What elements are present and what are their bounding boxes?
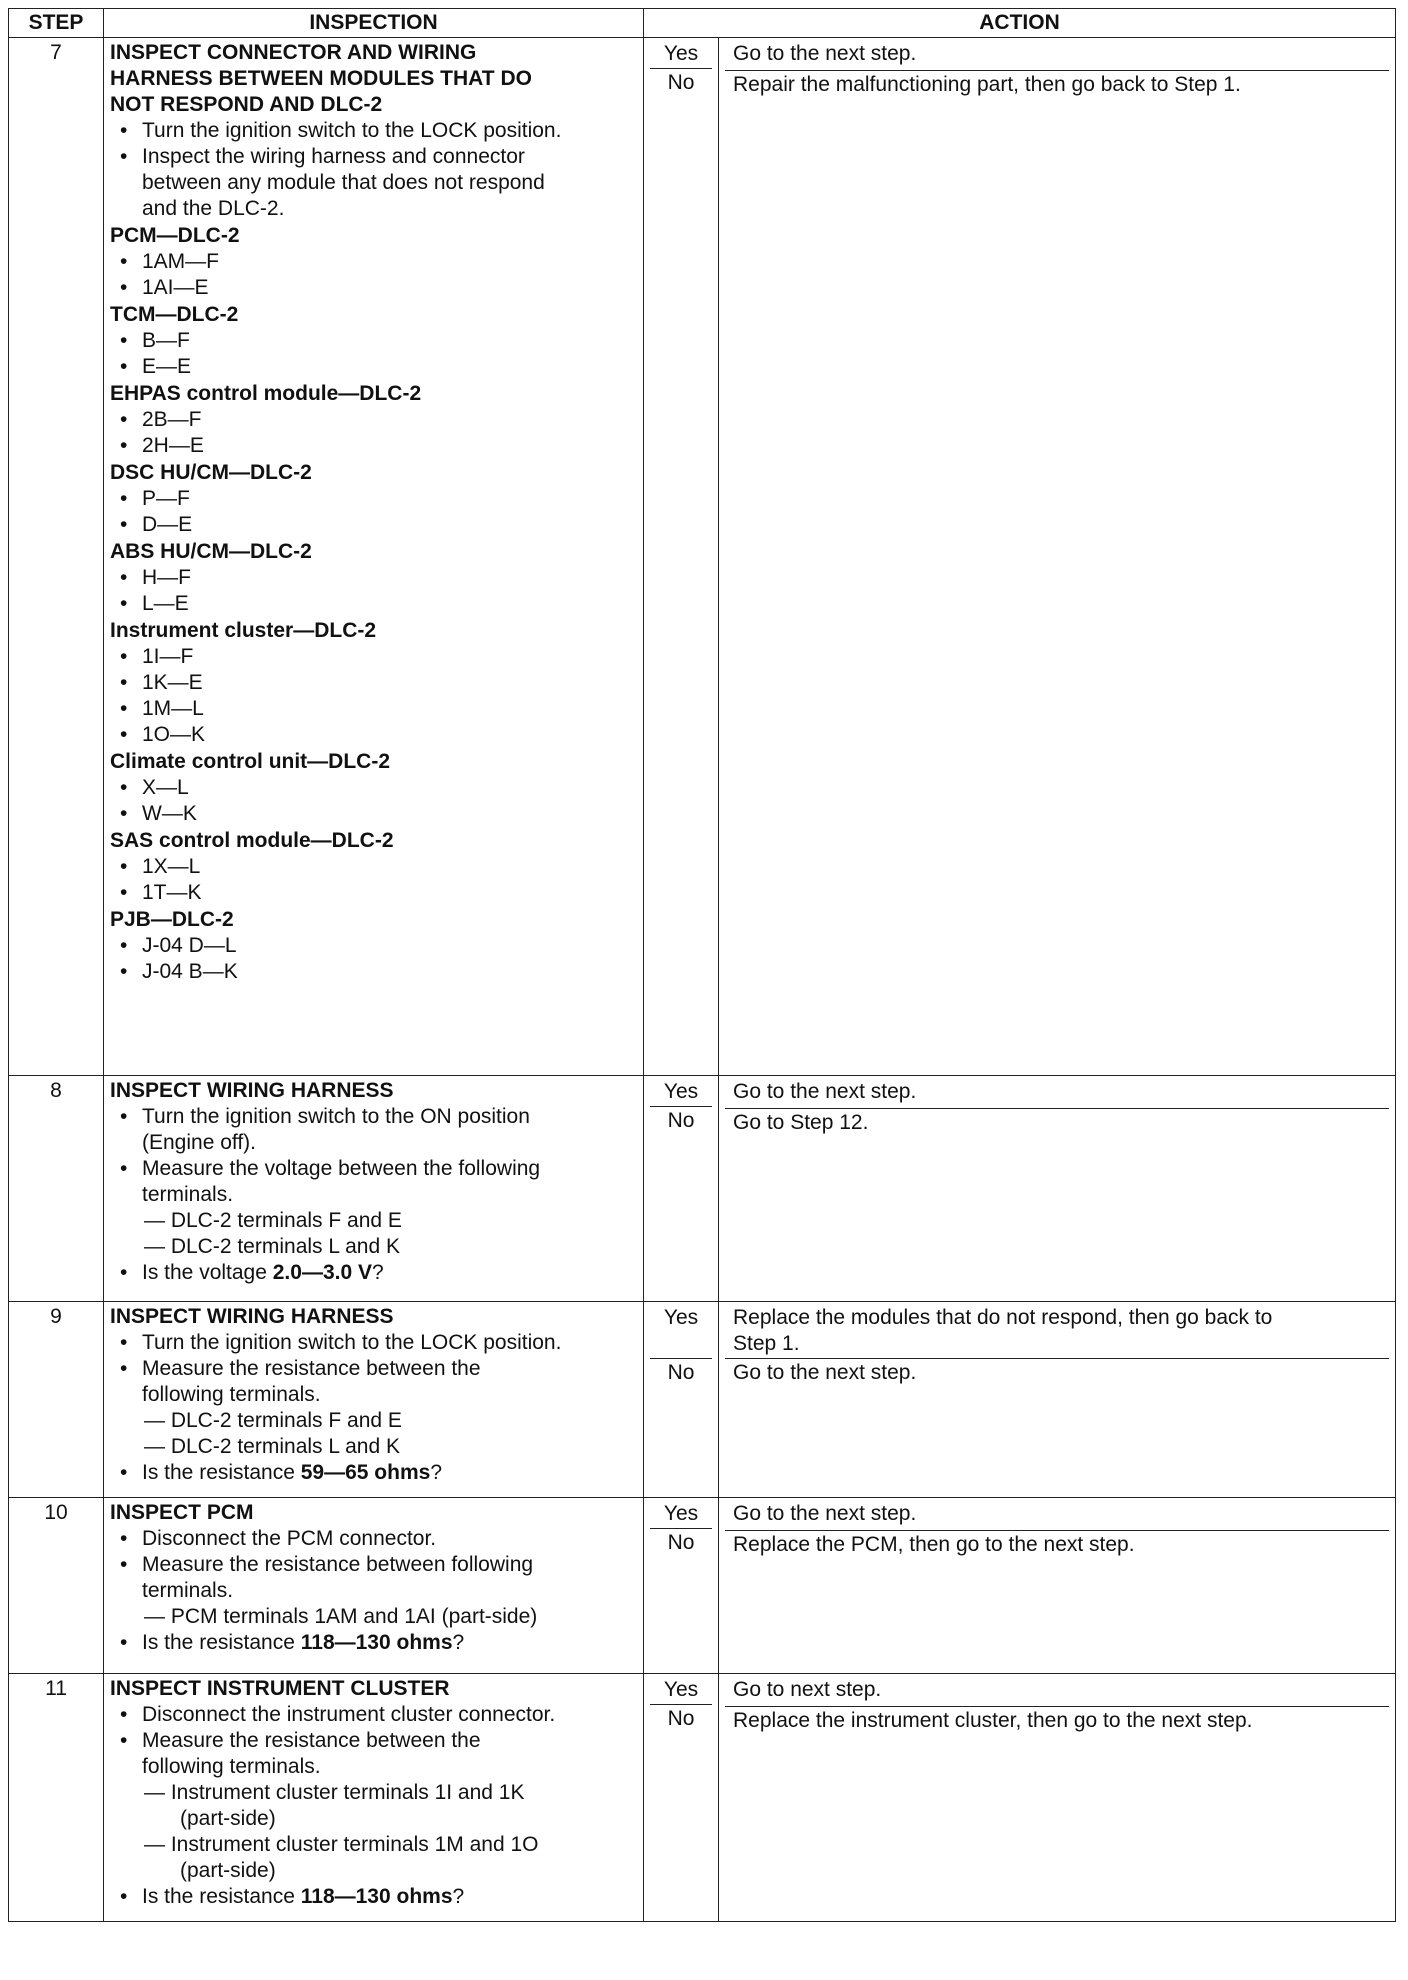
- terminal-line: — PCM terminals 1AM and 1AI (part-side): [144, 1605, 538, 1628]
- terminal-group-title: ABS HU/CM—DLC-2: [110, 540, 312, 563]
- yes-label: Yes: [650, 1304, 712, 1359]
- bullet-item: • Measure the resistance between the following terminals.: [110, 1728, 637, 1780]
- terminal-pair: • P—F: [110, 486, 637, 512]
- result-cell: [644, 1302, 719, 1498]
- inspection-cell: [104, 1674, 644, 1922]
- yes-action: Go to next step.: [725, 1676, 1389, 1707]
- bullet-item: • Turn the ignition switch to the LOCK position.: [110, 1330, 637, 1356]
- table-row-step-10: [9, 1498, 1396, 1674]
- action-cell: [719, 1302, 1396, 1498]
- terminal-pair: • D—E: [110, 512, 637, 538]
- no-action: Replace the instrument cluster, then go to the next step.: [733, 1709, 1253, 1732]
- terminal-pair: • E—E: [110, 354, 637, 380]
- terminal-line: — Instrument cluster terminals 1M and 1O: [144, 1833, 539, 1856]
- terminal-group-title: Climate control unit—DLC-2: [110, 750, 391, 773]
- terminal-line-cont: (part-side): [180, 1859, 276, 1882]
- bullet-item: • Turn the ignition switch to the LOCK position.: [110, 118, 637, 144]
- step-number: 11: [9, 1674, 104, 1922]
- bullet-item: • Disconnect the instrument cluster connector.: [110, 1702, 637, 1728]
- no-label: No: [667, 1361, 695, 1384]
- result-cell: [644, 1498, 719, 1674]
- bullet-item: • Turn the ignition switch to the ON position (Engine off).: [110, 1104, 637, 1156]
- document-page: [8, 8, 1396, 1922]
- action-cell: [719, 38, 1396, 1076]
- table-row-step-7: [9, 38, 1396, 1076]
- terminal-pair: • 1I—F: [110, 644, 637, 670]
- terminal-pair: • J-04 B—K: [110, 959, 637, 985]
- terminal-line: — DLC-2 terminals L and K: [144, 1235, 400, 1258]
- terminal-pair: • 1O—K: [110, 722, 637, 748]
- inspection-title: INSPECT CONNECTOR AND WIRING HARNESS BETWEEN MODULES THAT DO NOT RESPOND AND DLC-2: [110, 41, 532, 116]
- header-inspection: INSPECTION: [104, 9, 644, 38]
- terminal-line: — DLC-2 terminals F and E: [144, 1209, 402, 1232]
- no-label: No: [667, 1707, 695, 1730]
- header-action: ACTION: [644, 9, 1396, 38]
- inspection-title: INSPECT INSTRUMENT CLUSTER: [110, 1677, 450, 1700]
- result-cell: [644, 1076, 719, 1302]
- no-label: No: [667, 71, 695, 94]
- terminal-group-title: PCM—DLC-2: [110, 224, 240, 247]
- terminal-line: — Instrument cluster terminals 1I and 1K: [144, 1781, 525, 1804]
- bullet-item: • Measure the resistance between following terminals.: [110, 1552, 637, 1604]
- no-label: No: [667, 1109, 695, 1132]
- inspection-title: INSPECT WIRING HARNESS: [110, 1079, 394, 1102]
- inspection-title: INSPECT PCM: [110, 1501, 254, 1524]
- no-action: Go to the next step.: [733, 1361, 917, 1384]
- terminal-pair: • L—E: [110, 591, 637, 617]
- terminal-group-title: EHPAS control module—DLC-2: [110, 382, 422, 405]
- terminal-group-title: Instrument cluster—DLC-2: [110, 619, 377, 642]
- question-item: • Is the resistance 118—130 ohms?: [110, 1630, 637, 1656]
- yes-label: Yes: [650, 1500, 712, 1529]
- yes-label: Yes: [650, 1078, 712, 1107]
- terminal-group-title: PJB—DLC-2: [110, 908, 234, 931]
- question-item: • Is the voltage 2.0—3.0 V?: [110, 1260, 637, 1286]
- table-row-step-11: [9, 1674, 1396, 1922]
- terminal-pair: • 1K—E: [110, 670, 637, 696]
- header-step: STEP: [9, 9, 104, 38]
- terminal-pair: • 1X—L: [110, 854, 637, 880]
- yes-action: Go to the next step.: [725, 1500, 1389, 1531]
- terminal-group-title: DSC HU/CM—DLC-2: [110, 461, 312, 484]
- terminal-pair: • 1AM—F: [110, 249, 637, 275]
- terminal-pair: • X—L: [110, 775, 637, 801]
- yes-label: Yes: [650, 1676, 712, 1705]
- terminal-group-title: TCM—DLC-2: [110, 303, 239, 326]
- terminal-pair: • 1AI—E: [110, 275, 637, 301]
- action-cell: [719, 1498, 1396, 1674]
- header-row: [9, 9, 1396, 38]
- inspection-cell: [104, 1076, 644, 1302]
- bullet-item: • Measure the resistance between the following terminals.: [110, 1356, 637, 1408]
- step-number: 7: [9, 38, 104, 1076]
- table-row-step-8: [9, 1076, 1396, 1302]
- step-number: 10: [9, 1498, 104, 1674]
- step-number: 8: [9, 1076, 104, 1302]
- yes-action: Go to the next step.: [725, 40, 1389, 71]
- terminal-pair: • W—K: [110, 801, 637, 827]
- step-number: 9: [9, 1302, 104, 1498]
- yes-action: Replace the modules that do not respond, then go back to Step 1.: [725, 1304, 1389, 1359]
- no-action: Repair the malfunctioning part, then go back to Step 1.: [733, 73, 1241, 96]
- result-cell: [644, 1674, 719, 1922]
- terminal-pair: • H—F: [110, 565, 637, 591]
- action-cell: [719, 1076, 1396, 1302]
- no-action: Replace the PCM, then go to the next step.: [733, 1533, 1135, 1556]
- terminal-pair: • 2H—E: [110, 433, 637, 459]
- yes-action: Go to the next step.: [725, 1078, 1389, 1109]
- yes-label: Yes: [650, 40, 712, 69]
- inspection-cell: [104, 38, 644, 1076]
- inspection-bullets: [110, 118, 637, 222]
- inspection-cell: [104, 1302, 644, 1498]
- bullet-item: • Inspect the wiring harness and connector between any module that does not respond and the DLC-2.: [110, 144, 637, 222]
- inspection-cell: [104, 1498, 644, 1674]
- result-cell: [644, 38, 719, 1076]
- terminal-pair: • B—F: [110, 328, 637, 354]
- terminal-group-title: SAS control module—DLC-2: [110, 829, 394, 852]
- inspection-title: INSPECT WIRING HARNESS: [110, 1305, 394, 1328]
- terminal-pair: • J-04 D—L: [110, 933, 637, 959]
- diagnostic-table: [8, 8, 1396, 1922]
- terminal-pair: • 1T—K: [110, 880, 637, 906]
- terminal-line-cont: (part-side): [180, 1807, 276, 1830]
- table-row-step-9: [9, 1302, 1396, 1498]
- terminal-line: — DLC-2 terminals L and K: [144, 1435, 400, 1458]
- question-item: • Is the resistance 118—130 ohms?: [110, 1884, 637, 1910]
- no-label: No: [667, 1531, 695, 1554]
- question-item: • Is the resistance 59—65 ohms?: [110, 1460, 637, 1486]
- terminal-pair: • 1M—L: [110, 696, 637, 722]
- terminal-pair: • 2B—F: [110, 407, 637, 433]
- action-cell: [719, 1674, 1396, 1922]
- bullet-item: • Disconnect the PCM connector.: [110, 1526, 637, 1552]
- terminal-line: — DLC-2 terminals F and E: [144, 1409, 402, 1432]
- bullet-item: • Measure the voltage between the following terminals.: [110, 1156, 637, 1208]
- no-action: Go to Step 12.: [733, 1111, 869, 1134]
